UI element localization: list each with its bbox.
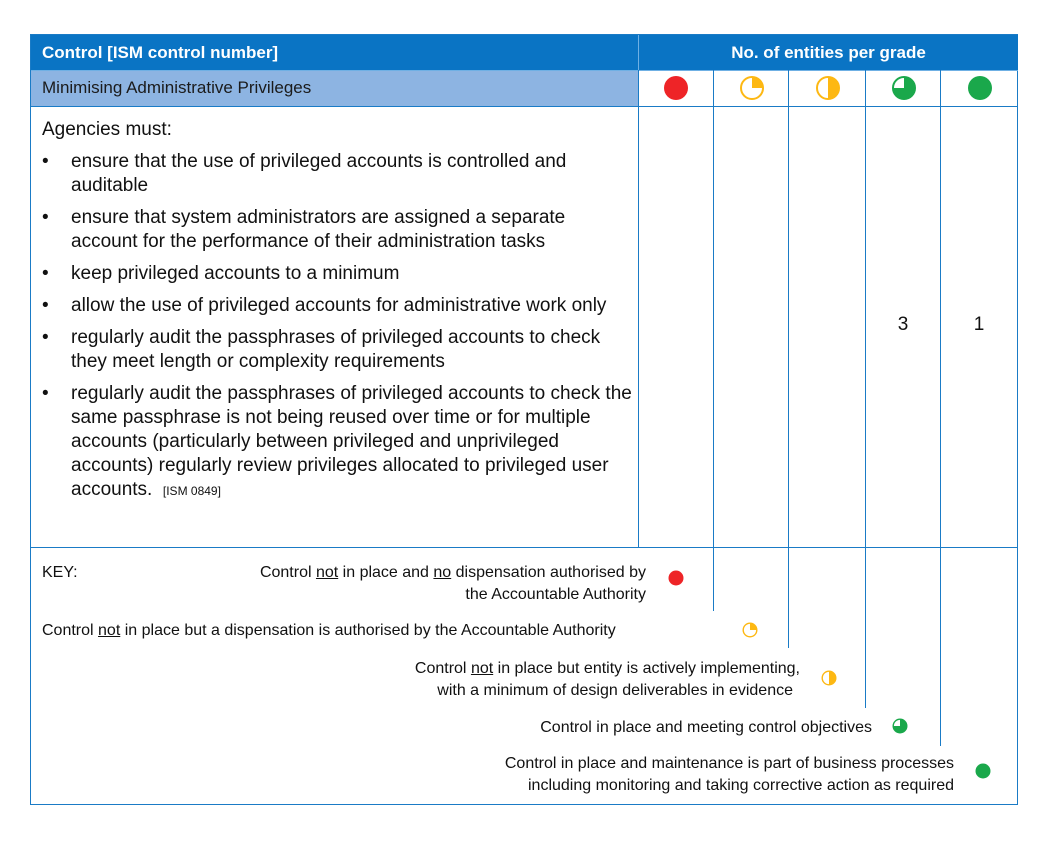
list-item: • regularly audit the passphrases of privileged accounts to check they meet length or complexity requirements [42, 327, 601, 372]
requirements-intro: Agencies must: [42, 119, 172, 140]
key-entry-dispensation: Control not in place but a dispensation is authorised by the Accountable Authority [42, 622, 616, 639]
green-full-circle-icon [975, 763, 991, 779]
divider [31, 547, 1018, 548]
ism-reference: [ISM 0849] [162, 484, 221, 498]
red-full-circle-icon [668, 570, 684, 586]
green-full-circle-icon [967, 75, 993, 101]
key-entry-implementing: Control not in place but entity is actively implementing, with a minimum of design deliverables in evidence [414, 660, 800, 699]
grade-header-amber-half [789, 70, 866, 106]
header-control-label: Control [ISM control number] [42, 42, 279, 62]
divider [865, 70, 866, 708]
grade-header-green-full [941, 70, 1018, 106]
grade-count-green-full: 1 [973, 314, 985, 335]
list-item: • ensure that the use of privileged accounts is controlled and auditable [42, 151, 567, 196]
control-requirements [42, 118, 632, 511]
list-item: • regularly audit the passphrases of privileged accounts to check the same passphrase is not being reused over time or for multiple accounts (particularly between privileged and unprivileged accounts) regularly review privileges allocated to privileged user accounts. [ISM 0849] [42, 383, 632, 500]
header-grades-label: No. of entities per grade [731, 42, 926, 62]
grade-header-red-full [638, 70, 714, 106]
header-grades-column [638, 35, 1018, 70]
green-three-quarter-circle-icon [892, 718, 908, 734]
green-three-quarter-circle-icon [891, 75, 917, 101]
control-name-cell [31, 70, 638, 106]
divider [31, 106, 1018, 107]
control-name: Minimising Administrative Privileges [42, 78, 312, 97]
amber-half-circle-icon [815, 75, 841, 101]
amber-quarter-circle-icon [739, 75, 765, 101]
divider [940, 70, 941, 746]
divider [788, 70, 789, 648]
key-label: KEY: [42, 564, 78, 581]
key-entry-in-place: Control in place and meeting control objectives [540, 719, 872, 736]
divider [713, 70, 714, 611]
divider [31, 70, 1018, 71]
header-control-column [31, 35, 638, 70]
list-item: • keep privileged accounts to a minimum [42, 263, 400, 284]
amber-quarter-circle-icon [742, 622, 758, 638]
list-item: • allow the use of privileged accounts for administrative work only [42, 295, 607, 316]
key-entry-not-in-place: Control not in place and no dispensation authorised by the Accountable Authority [259, 564, 646, 603]
grade-header-green-three-quarter [866, 70, 941, 106]
red-full-circle-icon [663, 75, 689, 101]
amber-half-circle-icon [821, 670, 837, 686]
grade-header-amber-quarter [714, 70, 789, 106]
list-item: • ensure that system administrators are assigned a separate account for the performance of their administration tasks [42, 207, 566, 252]
divider [638, 70, 639, 547]
requirements-list [42, 150, 632, 503]
key-entry-maintained: Control in place and maintenance is part of business processes including monitoring and taking corrective action as required [504, 755, 954, 794]
grade-count-green-three-quarter: 3 [897, 314, 909, 335]
